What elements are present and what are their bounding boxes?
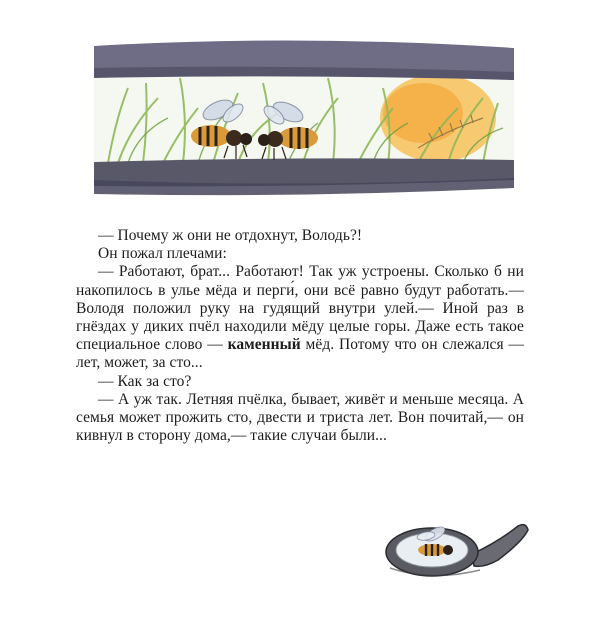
bold-term: каменный [227, 336, 301, 354]
paragraph-how-hundred: — Как за сто? [98, 372, 192, 390]
paragraph-shrug: Он пожал плечами: [98, 245, 227, 263]
story-text [76, 227, 524, 445]
paragraph-summer-bee: — А уж так. Летняя пчёлка, бывает, живёт и меньше месяца. А семья может прожить сто, двести и триста лет. Вон почитай,— он кивнул в сторону дома,— такие случаи были... [76, 390, 524, 445]
paragraph-working-end: мёд. Потому что он слежался — лет, может, за сто... [76, 336, 524, 372]
paragraph-question: — Почему ж они не отдохнут, Володь?! [98, 227, 363, 244]
paragraph-working [76, 263, 524, 372]
bee-on-saucer-illustration [380, 512, 530, 582]
bees-at-hive-illustration [88, 38, 520, 210]
paragraph-working-start: — Работают, брат... Работают! Так уж устроены. Сколько б ни накопилось в улье мёда и перги́, они всё равно будут работать.— Володя положил руку на гудящий внутри улей.— Иной раз в гнёздах у диких пчёл находили мёду целые горы. Даже есть такое специальное слово — [76, 263, 524, 354]
